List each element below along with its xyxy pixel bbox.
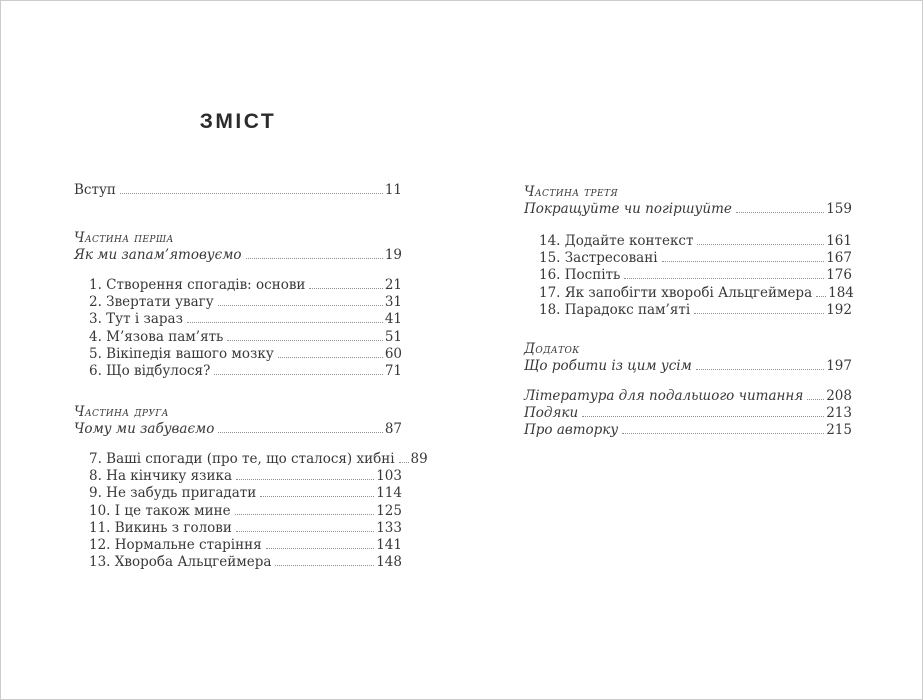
toc-block xyxy=(524,184,852,218)
dotted-leader xyxy=(736,212,824,213)
dotted-leader xyxy=(236,531,374,532)
page-number: 60 xyxy=(384,345,402,362)
dotted-leader xyxy=(260,496,374,497)
dotted-leader xyxy=(399,462,409,463)
toc-entry-row xyxy=(524,302,852,319)
toc-entry-row xyxy=(74,554,402,571)
toc-entry-row xyxy=(74,537,402,554)
dotted-leader xyxy=(622,433,824,434)
page-number: 148 xyxy=(376,554,402,571)
toc-entry-row xyxy=(524,405,852,422)
section-label: Додаток xyxy=(524,341,580,357)
toc-entry-row xyxy=(74,363,402,380)
page-number: 89 xyxy=(410,451,428,467)
section-label-row xyxy=(74,230,402,247)
toc-entry-label: Покращуйте чи погіршуйте xyxy=(524,201,732,218)
toc-entry-row xyxy=(524,285,852,302)
dotted-leader xyxy=(218,432,382,433)
page-number: 51 xyxy=(384,328,402,345)
section-label: Частина перша xyxy=(74,230,174,246)
toc-entry-label: Що робити із цим усім xyxy=(524,358,692,375)
dotted-leader xyxy=(120,193,383,194)
page-number: 11 xyxy=(384,182,402,198)
toc-block xyxy=(74,182,402,199)
dotted-leader xyxy=(275,565,374,566)
page-number: 176 xyxy=(826,267,852,284)
dotted-leader xyxy=(236,479,374,480)
toc-entry-row xyxy=(524,233,852,250)
dotted-leader xyxy=(694,313,824,314)
page-number: 133 xyxy=(376,519,402,536)
dotted-leader xyxy=(807,399,824,400)
toc-entry-row xyxy=(524,201,852,218)
toc-entry-label: 12. Нормальне старіння xyxy=(89,537,262,554)
dotted-leader xyxy=(278,357,383,358)
toc-entry-label: Література для подальшого читання xyxy=(524,388,804,404)
page-number: 141 xyxy=(376,537,402,554)
toc-entry-label: 4. М’язова пам’ять xyxy=(89,328,224,345)
dotted-leader xyxy=(218,305,383,306)
toc-entry-row xyxy=(74,247,402,264)
toc-entry-row xyxy=(74,451,428,468)
toc-entry-row xyxy=(74,421,402,438)
dotted-leader xyxy=(235,514,375,515)
page-number: 21 xyxy=(384,277,402,293)
toc-entry-row xyxy=(74,294,402,311)
toc-entry-row xyxy=(74,277,402,294)
toc-entry-label: 13. Хвороба Альцгеймера xyxy=(89,554,272,571)
page-number: 167 xyxy=(826,250,852,267)
page-number: 87 xyxy=(384,421,402,438)
toc-column-left xyxy=(74,1,428,699)
toc-entry-row xyxy=(524,267,852,284)
toc-entry-row xyxy=(524,250,852,267)
section-label-row xyxy=(74,404,402,421)
section-label: Частина третя xyxy=(524,184,619,200)
toc-entry-row xyxy=(524,422,852,439)
page-number: 71 xyxy=(384,363,402,380)
dotted-leader xyxy=(246,258,383,259)
page-number: 19 xyxy=(384,247,402,264)
toc-block xyxy=(74,230,402,264)
toc-entry-label: 7. Ваші спогади (про те, що сталося) хибні xyxy=(89,451,395,467)
toc-column-right xyxy=(524,1,852,699)
toc-entry-label: 10. І це також мине xyxy=(89,502,231,519)
page-number: 215 xyxy=(826,422,852,439)
dotted-leader xyxy=(309,288,382,289)
toc-entry-row xyxy=(74,329,402,346)
dotted-leader xyxy=(662,261,825,262)
toc-title: ЗМІСТ xyxy=(199,110,277,133)
dotted-leader xyxy=(187,322,383,323)
toc-entry-row xyxy=(524,388,852,405)
toc-block xyxy=(74,277,402,380)
dotted-leader xyxy=(697,244,824,245)
toc-entry-label: 17. Як запобігти хворобі Альцгеймера xyxy=(539,284,813,301)
page-number: 41 xyxy=(384,311,402,328)
page-number: 213 xyxy=(826,405,852,422)
dotted-leader xyxy=(624,278,824,279)
page-number: 208 xyxy=(826,388,852,404)
toc-entry-label: 2. Звертати увагу xyxy=(89,294,214,311)
toc-entry-row xyxy=(74,182,402,199)
page-number: 161 xyxy=(826,233,852,249)
toc-block xyxy=(74,404,402,438)
toc-block xyxy=(524,341,852,375)
toc-entry-label: Подяки xyxy=(524,405,579,422)
dotted-leader xyxy=(214,374,382,375)
toc-entry-label: 15. Застресовані xyxy=(539,250,658,267)
toc-entry-label: Про авторку xyxy=(524,422,619,439)
toc-entry-label: Чому ми забуваємо xyxy=(74,421,215,438)
dotted-leader xyxy=(582,416,824,417)
toc-entry-row xyxy=(524,358,852,375)
toc-entry-label: 3. Тут і зараз xyxy=(89,311,183,328)
page-number: 125 xyxy=(376,502,402,519)
toc-entry-label: 16. Поспіть xyxy=(539,267,621,284)
toc-entry-label: 5. Вікіпедія вашого мозку xyxy=(89,345,274,362)
dotted-leader xyxy=(227,340,382,341)
toc-entry-label: Як ми запам’ятовуємо xyxy=(74,247,242,264)
dotted-leader xyxy=(696,369,824,370)
toc-entry-row xyxy=(74,520,402,537)
page-number: 192 xyxy=(826,301,852,318)
toc-block xyxy=(74,451,428,571)
page-number: 103 xyxy=(376,468,402,485)
toc-entry-label: 18. Парадокс пам’яті xyxy=(539,301,691,318)
toc-entry-label: 14. Додайте контекст xyxy=(539,233,694,249)
page-number: 114 xyxy=(376,485,402,502)
page-number: 31 xyxy=(384,294,402,311)
toc-entry-label: 1. Створення спогадів: основи xyxy=(89,277,306,293)
toc-entry-row xyxy=(74,346,402,363)
toc-entry-row xyxy=(74,468,402,485)
dotted-leader xyxy=(816,296,826,297)
toc-block xyxy=(524,388,852,440)
toc-entry-label: 8. На кінчику язика xyxy=(89,468,232,485)
toc-entry-row xyxy=(74,311,402,328)
toc-entry-row xyxy=(74,485,402,502)
page-number: 184 xyxy=(828,284,854,301)
section-label-row xyxy=(524,184,852,201)
page-number: 159 xyxy=(826,201,852,218)
toc-entry-row xyxy=(74,503,402,520)
page-number: 197 xyxy=(826,358,852,375)
toc-entry-label: 9. Не забудь пригадати xyxy=(89,485,257,502)
toc-entry-label: 11. Викинь з голови xyxy=(89,519,232,536)
toc-entry-label: 6. Що відбулося? xyxy=(89,363,211,380)
section-label-row xyxy=(524,341,852,358)
toc-entry-label: Вступ xyxy=(74,182,116,198)
dotted-leader xyxy=(266,548,375,549)
section-label: Частина друга xyxy=(74,404,169,420)
toc-block xyxy=(524,233,852,319)
